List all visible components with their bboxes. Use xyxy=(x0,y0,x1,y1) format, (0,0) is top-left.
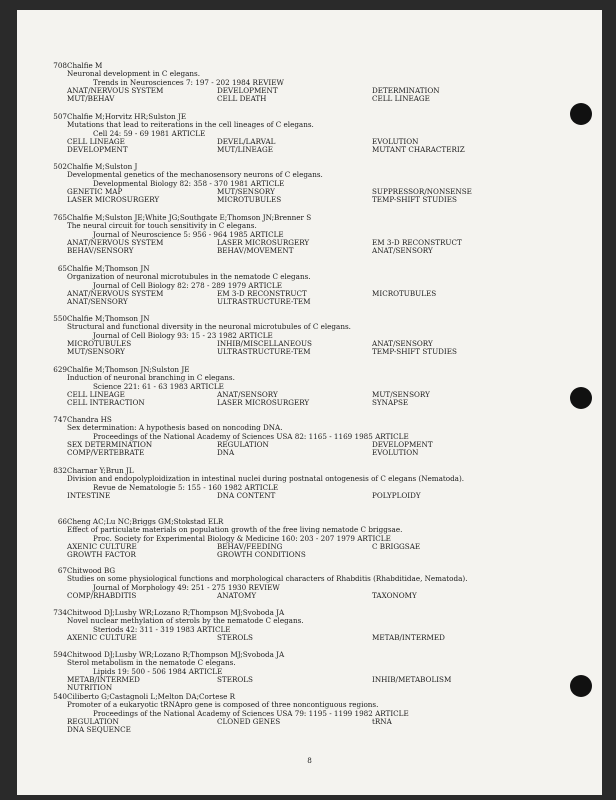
keyword: LASER MICROSURGERY xyxy=(217,398,310,408)
keyword: INTESTINE xyxy=(67,490,111,500)
entry-title: Structural and functional diversity in the neuronal microtubules of C elegans. xyxy=(67,322,351,332)
entry-authors: Chandra HS xyxy=(67,415,112,424)
keyword: DNA xyxy=(217,448,235,458)
entry-authors: Chitwood BG xyxy=(67,566,116,575)
keyword: ANAT/SENSORY xyxy=(217,389,278,399)
entry-title: Developmental genetics of the mechanosensory neurons of C elegans. xyxy=(67,170,323,180)
entry-id: 65 xyxy=(57,264,67,273)
keyword: GENETIC MAP xyxy=(67,186,123,196)
keyword: MUT/SENSORY xyxy=(372,389,430,399)
keyword: GROWTH FACTOR xyxy=(67,550,136,560)
punch-hole xyxy=(570,103,592,125)
keyword: MUTANT CHARACTERIZ xyxy=(372,145,465,155)
entry-title: Novel nuclear methylation of sterols by the nematode C elegans. xyxy=(67,616,304,626)
entry-authors: Ciliberto G;Castagnoli L;Melton DA;Cortese R xyxy=(67,692,236,701)
entry-title: The neural circuit for touch sensitivity in C elegans. xyxy=(67,221,257,231)
keyword: ANAT/NERVOUS SYSTEM xyxy=(67,237,164,247)
keyword: DEVELOPMENT xyxy=(217,85,278,95)
keyword: LASER MICROSURGERY xyxy=(217,237,310,247)
entry-title: Studies on some physiological functions and morphological characters of Rhabditis (Rhabditidae, Nematoda). xyxy=(67,574,468,584)
keyword: POLYPLOIDY xyxy=(372,490,421,500)
keyword: DNA CONTENT xyxy=(217,490,276,500)
entry-id: 540 xyxy=(53,692,67,701)
keyword: MUT/SENSORY xyxy=(217,186,275,196)
entry-id: 67 xyxy=(57,566,67,575)
keyword: ANAT/SENSORY xyxy=(372,338,433,348)
keyword: ULTRASTRUCTURE-TEM xyxy=(217,297,311,307)
keyword: ULTRASTRUCTURE-TEM xyxy=(217,347,311,357)
entry-title: Induction of neuronal branching in C elegans. xyxy=(67,373,235,383)
keyword: CELL LINEAGE xyxy=(67,136,125,146)
keyword: CELL LINEAGE xyxy=(67,389,125,399)
entry-id: 629 xyxy=(53,365,67,374)
entry-title: Sex determination: A hypothesis based on noncoding DNA. xyxy=(67,423,283,433)
keyword: BEHAV/MOVEMENT xyxy=(217,246,294,256)
entry-id: 66 xyxy=(57,517,67,526)
entry-id: 550 xyxy=(53,314,67,323)
entry-id: 832 xyxy=(53,466,67,475)
keyword: REGULATION xyxy=(217,439,269,449)
entry-authors: Chalfie M;Horvitz HR;Sulston JE xyxy=(67,112,187,121)
keyword: BEHAV/SENSORY xyxy=(67,246,134,256)
keyword: TEMP-SHIFT STUDIES xyxy=(372,195,457,205)
keyword: CELL LINEAGE xyxy=(372,94,430,104)
entry-id: 708 xyxy=(53,61,67,70)
entry-title: Sterol metabolism in the nematode C elegans. xyxy=(67,658,236,668)
keyword: LASER MICROSURGERY xyxy=(67,195,160,205)
keyword: EM 3-D RECONSTRUCT xyxy=(217,288,307,298)
entry-authors: Chalfie M xyxy=(67,61,103,70)
entry-citation: Journal of Morphology 49: 251 - 275 1930 REVIEW xyxy=(93,582,280,592)
keyword: SUPPRESSOR/NONSENSE xyxy=(372,186,472,196)
entry-title: Division and endopolyploidization in intestinal nuclei during postnatal ontogenesis of C elegans (Nematoda). xyxy=(67,474,465,484)
entry-citation: Steriods 42: 311 - 319 1983 ARTICLE xyxy=(93,624,231,634)
entry-citation: Science 221: 61 - 63 1983 ARTICLE xyxy=(93,381,224,391)
keyword: MICROTUBULES xyxy=(217,195,282,205)
keyword: TAXONOMY xyxy=(372,590,417,600)
keyword: REGULATION xyxy=(67,716,119,726)
keyword: CELL DEATH xyxy=(217,94,267,104)
keyword: TEMP-SHIFT STUDIES xyxy=(372,347,457,357)
entry-authors: Chalfie M;Thomson JN;Sulston JE xyxy=(67,365,190,374)
entry-citation: Revue de Nematologie 5: 155 - 160 1982 ARTICLE xyxy=(93,482,279,492)
keyword: ANAT/NERVOUS SYSTEM xyxy=(67,85,164,95)
entry-citation: Proceedings of the National Academy of Sciences USA 79: 1195 - 1199 1982 ARTICLE xyxy=(93,708,409,718)
entry-citation: Trends in Neurosciences 7: 197 - 202 1984 REVIEW xyxy=(93,77,284,87)
keyword: GROWTH CONDITIONS xyxy=(217,550,306,560)
entry-id: 502 xyxy=(53,162,67,171)
entry-title: Mutations that lead to reiterations in the cell lineages of C elegans. xyxy=(67,120,314,130)
entry-id: 765 xyxy=(53,213,67,222)
keyword: SEX DETERMINATION xyxy=(67,439,153,449)
keyword: DEVEL/LARVAL xyxy=(217,136,276,146)
keyword: COMP/VERTEBRATE xyxy=(67,448,145,458)
document-page xyxy=(17,10,602,795)
entry-authors: Charnar Y;Brun JL xyxy=(67,466,134,475)
keyword: DEVELOPMENT xyxy=(372,439,433,449)
entry-citation: Proceedings of the National Academy of Sciences USA 82: 1165 - 1169 1985 ARTICLE xyxy=(93,431,409,441)
keyword: ANAT/NERVOUS SYSTEM xyxy=(67,288,164,298)
keyword: INHIB/MISCELLANEOUS xyxy=(217,338,312,348)
keyword: NUTRITION xyxy=(67,683,113,693)
keyword: EVOLUTION xyxy=(372,136,419,146)
keyword: METAB/INTERMED xyxy=(67,674,140,684)
keyword: CELL INTERACTION xyxy=(67,398,145,408)
entry-id: 507 xyxy=(53,112,67,121)
keyword: AXENIC CULTURE xyxy=(67,541,137,551)
keyword: C BRIGGSAE xyxy=(372,541,421,551)
punch-hole xyxy=(570,387,592,409)
keyword: MICROTUBULES xyxy=(67,338,132,348)
entry-id: 747 xyxy=(53,415,67,424)
keyword: MUT/BEHAV xyxy=(67,94,115,104)
keyword: EM 3-D RECONSTRUCT xyxy=(372,237,462,247)
entry-title: Neuronal development in C elegans. xyxy=(67,69,200,79)
entry-authors: Chalfie M;Sulston JE;White JG;Southgate E;Thomson JN;Brenner S xyxy=(67,213,312,222)
entry-authors: Chalfie M;Thomson JN xyxy=(67,264,150,273)
keyword: DEVELOPMENT xyxy=(67,145,128,155)
keyword: STEROLS xyxy=(217,674,253,684)
keyword: METAB/INTERMED xyxy=(372,632,445,642)
entry-citation: Proc. Society for Experimental Biology & Medicine 160: 203 - 207 1979 ARTICLE xyxy=(93,533,391,543)
keyword: AXENIC CULTURE xyxy=(67,632,137,642)
page-number: 8 xyxy=(307,756,312,765)
punch-hole xyxy=(570,675,592,697)
keyword: MUT/LINEAGE xyxy=(217,145,273,155)
entry-citation: Lipids 19: 500 - 506 1984 ARTICLE xyxy=(93,666,223,676)
entry-citation: Journal of Cell Biology 93: 15 - 23 1982 ARTICLE xyxy=(93,330,273,340)
keyword: MUT/SENSORY xyxy=(67,347,125,357)
keyword: ANAT/SENSORY xyxy=(67,297,128,307)
entry-title: Promoter of a eukaryotic tRNApro gene is composed of three noncontiguous regions. xyxy=(67,700,379,710)
keyword: COMP/RHABDITIS xyxy=(67,590,137,600)
entry-authors: Chitwood DJ;Lusby WR;Lozano R;Thompson MJ;Svoboda JA xyxy=(67,650,285,659)
keyword: ANAT/SENSORY xyxy=(372,246,433,256)
keyword: BEHAV/FEEDING xyxy=(217,541,283,551)
keyword: STEROLS xyxy=(217,632,253,642)
keyword: DETERMINATION xyxy=(372,85,440,95)
keyword: EVOLUTION xyxy=(372,448,419,458)
entry-title: Effect of particulate materials on population growth of the free living nematode C briggsae. xyxy=(67,525,403,535)
keyword: MICROTUBULES xyxy=(372,288,437,298)
keyword: CLONED GENES xyxy=(217,716,281,726)
entry-authors: Chalfie M;Thomson JN xyxy=(67,314,150,323)
entry-citation: Developmental Biology 82: 358 - 370 1981 ARTICLE xyxy=(93,178,285,188)
keyword: SYNAPSE xyxy=(372,398,409,408)
entry-title: Organization of neuronal microtubules in the nematode C elegans. xyxy=(67,272,311,282)
entry-id: 594 xyxy=(53,650,67,659)
entry-citation: Journal of Cell Biology 82: 278 - 289 1979 ARTICLE xyxy=(93,280,282,290)
keyword: ANATOMY xyxy=(217,590,257,600)
keyword: INHIB/METABOLISM xyxy=(372,674,452,684)
keyword: tRNA xyxy=(372,716,392,726)
entry-citation: Journal of Neuroscience 5: 956 - 964 1985 ARTICLE xyxy=(93,229,284,239)
entry-authors: Cheng AC;Lu NC;Briggs GM;Stokstad ELR xyxy=(67,517,224,526)
entry-authors: Chalfie M;Sulston J xyxy=(67,162,138,171)
entry-citation: Cell 24: 59 - 69 1981 ARTICLE xyxy=(93,128,206,138)
entry-id: 734 xyxy=(53,608,67,617)
keyword: DNA SEQUENCE xyxy=(67,725,131,735)
entry-authors: Chitwood DJ;Lusby WR;Lozano R;Thompson MJ;Svoboda JA xyxy=(67,608,285,617)
